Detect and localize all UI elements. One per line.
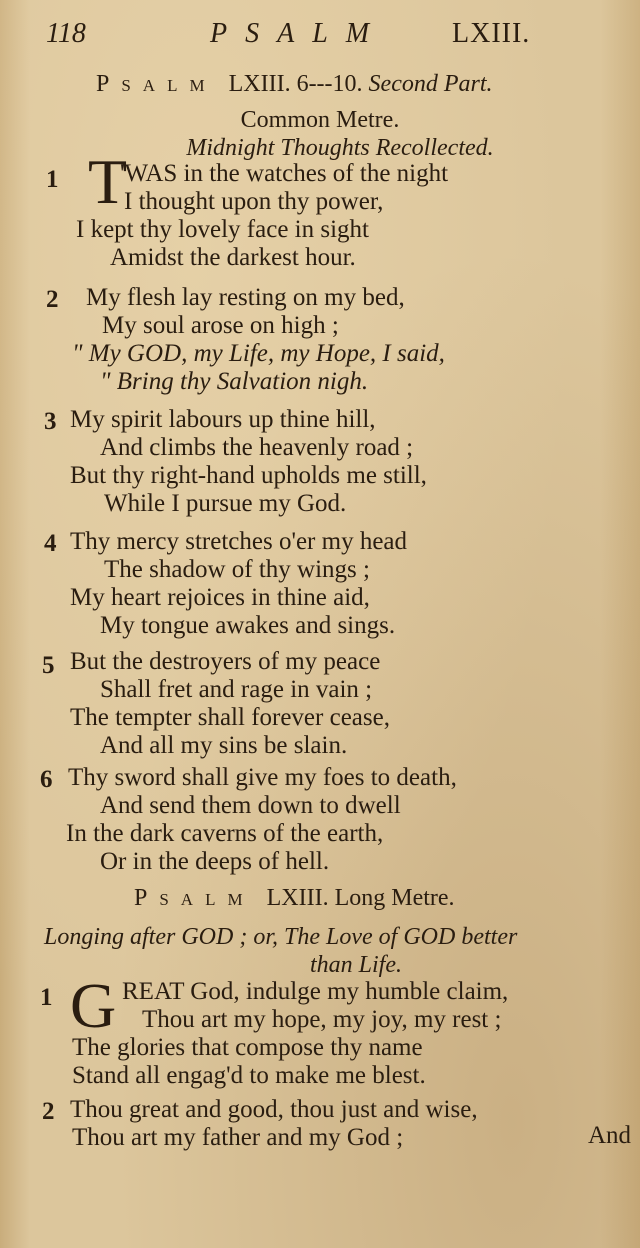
verse-number: 2 <box>46 286 59 313</box>
page-header <box>0 14 640 54</box>
catchword: And <box>588 1122 632 1149</box>
verse-line: But thy right-hand upholds me still, <box>70 462 427 489</box>
page-number: 118 <box>46 18 86 49</box>
verse-line: In the dark caverns of the earth, <box>66 820 384 847</box>
subject-heading: Midnight Thoughts Recollected. <box>186 135 494 161</box>
verse-line: While I pursue my God. <box>104 490 347 517</box>
verse-line: Thou great and good, thou just and wise, <box>70 1096 478 1123</box>
verse-line: My spirit labours up thine hill, <box>70 406 376 433</box>
verse-number: 4 <box>44 530 57 557</box>
verse-line: My heart rejoices in thine aid, <box>70 584 370 611</box>
verse-line: Amidst the darkest hour. <box>110 244 356 271</box>
verse-line: My soul arose on high ; <box>102 312 339 339</box>
verse-line: The shadow of thy wings ; <box>104 556 370 583</box>
verse-number: 6 <box>40 766 53 793</box>
verse-number: 1 <box>46 166 59 193</box>
verse-number: 5 <box>42 652 55 679</box>
running-head: PSALM <box>210 18 388 49</box>
running-head-number: LXIII. <box>452 18 531 49</box>
verse-line: Thy mercy stretches o'er my head <box>70 528 408 555</box>
subject-heading-long-metre: Longing after GOD ; or, The Love of GOD better <box>44 924 518 950</box>
psalm-word: Psalm <box>96 71 217 97</box>
verse-line: And climbs the heavenly road ; <box>100 434 414 461</box>
verse-line: " Bring thy Salvation nigh. <box>100 368 369 395</box>
verse-line: " My GOD, my Life, my Hope, I said, <box>72 340 445 367</box>
verse-line: REAT God, indulge my humble claim, <box>122 978 509 1005</box>
verse-line: I thought upon thy power, <box>124 188 384 215</box>
verse-line: The glories that compose thy name <box>72 1034 423 1061</box>
psalm-title-rest: LXIII. Long Metre. <box>266 885 455 911</box>
psalm-title-long-metre <box>134 882 634 914</box>
psalm-part: Second Part. <box>368 71 493 97</box>
verse-line: My flesh lay resting on my bed, <box>86 284 405 311</box>
verse-line: Thy sword shall give my foes to death, <box>68 764 457 791</box>
verse-line: And send them down to dwell <box>100 792 401 819</box>
verse-line: Shall fret and rage in vain ; <box>100 676 373 703</box>
meter-heading: Common Metre. <box>240 107 400 133</box>
psalm-number-range: LXIII. 6---10. <box>228 71 363 97</box>
verse-line: 'WAS in the watches of the night <box>120 160 449 187</box>
verse-number: 3 <box>44 408 57 435</box>
verse-line: Or in the deeps of hell. <box>100 848 330 875</box>
verse-number: 1 <box>40 984 53 1011</box>
verse-line: Stand all engag'd to make me blest. <box>72 1062 426 1089</box>
psalm-title <box>96 66 616 102</box>
verse-line: And all my sins be slain. <box>100 732 348 759</box>
drop-cap: T <box>88 146 128 217</box>
psalm-word: Psalm <box>134 885 255 911</box>
verse-number: 2 <box>42 1098 55 1125</box>
verse-line: My tongue awakes and sings. <box>100 612 396 639</box>
verse-line: I kept thy lovely face in sight <box>76 216 369 243</box>
verse-line: But the destroyers of my peace <box>70 648 381 675</box>
subject-heading-long-metre-cont: than Life. <box>310 952 403 978</box>
verse-line: Thou art my hope, my joy, my rest ; <box>142 1006 502 1033</box>
drop-cap: G <box>70 970 117 1041</box>
verse-line: Thou art my father and my God ; <box>72 1124 404 1151</box>
verse-line: The tempter shall forever cease, <box>70 704 390 731</box>
